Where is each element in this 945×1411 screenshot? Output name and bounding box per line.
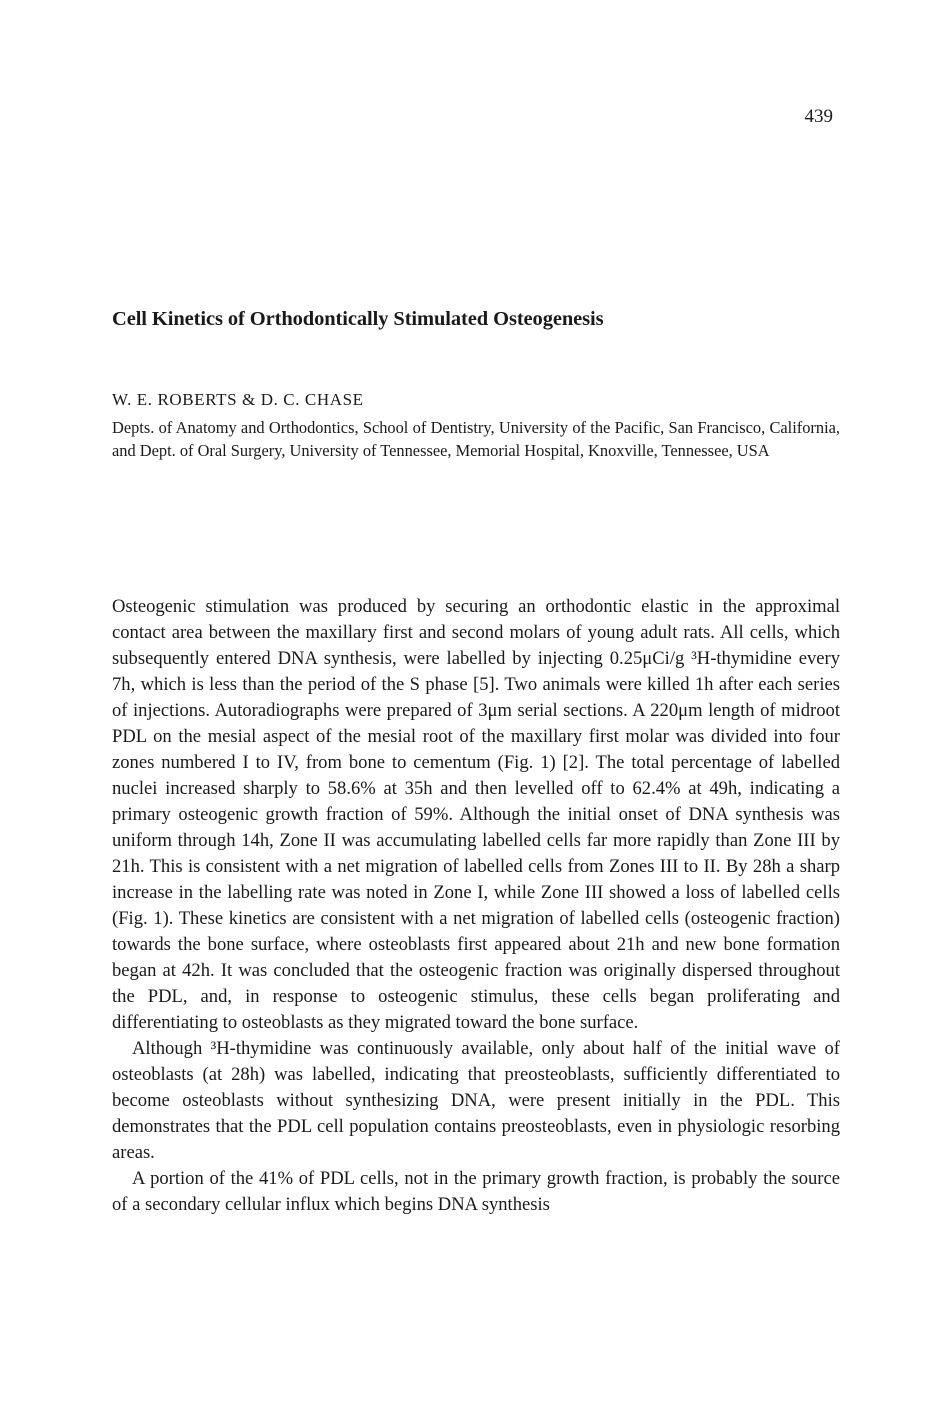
body-paragraph-1: Osteogenic stimulation was produced by securing an orthodontic elastic in the approximal contact area between the maxillary first and second molars of young adult rats. All cells, which subsequently entered DNA synthesis, were labelled by injecting 0.25μCi/g ³H-thymidine every 7h, which is less than the period of the S phase [5]. Two animals were killed 1h after each series of injections. Autoradiographs were prepared of 3μm serial sections. A 220μm length of midroot PDL on the mesial aspect of the mesial root of the maxillary first molar was divided into four zones numbered I to IV, from bone to cementum (Fig. 1) [2]. The total percentage of labelled nuclei increased sharply to 58.6% at 35h and then levelled off to 62.4% at 49h, indicating a primary osteogenic growth fraction of 59%. Although the initial onset of DNA synthesis was uniform through 14h, Zone II was accumulating labelled cells far more rapidly than Zone III by 21h. This is consistent with a net migration of labelled cells from Zones III to II. By 28h a sharp increase in the labelling rate was noted in Zone I, while Zone III showed a loss of labelled cells (Fig. 1). These kinetics are consistent with a net migration of labelled cells (osteogenic fraction) towards the bone surface, where osteoblasts first appeared about 21h and new bone formation began at 42h. It was concluded that the osteogenic fraction was originally dispersed throughout the PDL, and, in response to osteogenic stimulus, these cells began proliferating and differentiating to osteoblasts as they migrated toward the bone surface. [112, 596, 840, 1033]
page-number: 439 [804, 106, 833, 127]
article-body [112, 594, 840, 1218]
body-paragraph-2: Although ³H-thymidine was continuously available, only about half of the initial wave of osteoblasts (at 28h) was labelled, indicating that preosteoblasts, sufficiently differentiated to become osteoblasts without synthesizing DNA, were present initially in the PDL. This demonstrates that the PDL cell population contains preosteoblasts, even in physiologic resorbing areas. [112, 1038, 840, 1163]
author-affiliation: Depts. of Anatomy and Orthodontics, School of Dentistry, University of the Pacific, San Francisco, California, and Dept. of Oral Surgery, University of Tennessee, Memorial Hospital, Knoxville, Tennessee, USA [112, 418, 840, 460]
article-authors: W. E. ROBERTS & D. C. CHASE [112, 390, 364, 409]
article-title: Cell Kinetics of Orthodontically Stimulated Osteogenesis [112, 308, 604, 330]
body-paragraph-3: A portion of the 41% of PDL cells, not in the primary growth fraction, is probably the source of a secondary cellular influx which begins DNA synthesis [112, 1168, 840, 1215]
